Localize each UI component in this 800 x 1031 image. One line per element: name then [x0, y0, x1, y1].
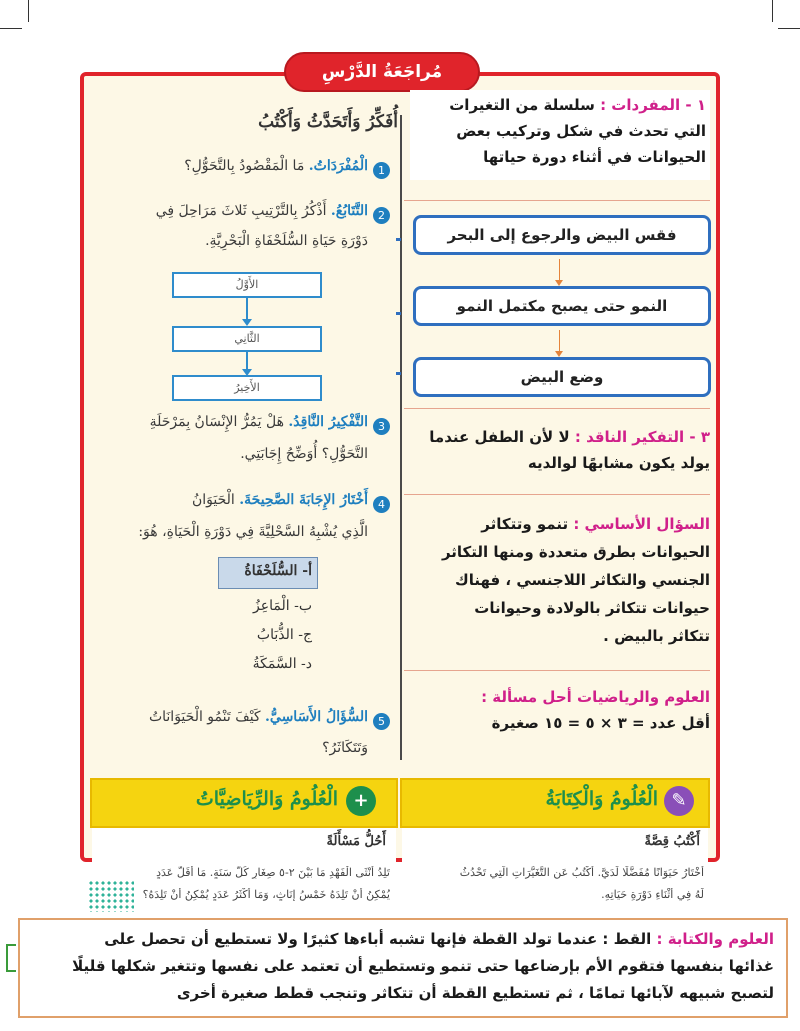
calculator-icon: + [346, 786, 376, 816]
answer-3-label: ٣ - التفكير الناقد : [574, 428, 710, 446]
answer-1-line1: سلسلة من التغيرات [449, 96, 601, 114]
answer-5-label: السؤال الأساسي : [573, 515, 710, 533]
column-divider [400, 115, 402, 760]
question-4-line2: الَّذِي يُشْبِهُ السَّحْلِيَّةَ فِي دَوْرَةِ الْحَيَاةِ، هُوَ: [138, 524, 368, 540]
separator-4 [404, 670, 710, 671]
flow-box-first: الأَوَّلُ [172, 272, 322, 298]
note-line1: القط : عندما تولد القطة فإنها تشبه أباءها كثيرًا ولا تستطيع أن تحصل على [104, 930, 657, 948]
decorative-dots [88, 880, 134, 912]
answer-math-label: العلوم والرياضيات أحل مسألة : [481, 688, 710, 706]
writing-activity-text-2: لَهُ فِي أَثْنَاءِ دَوْرَةِ حَيَاتِهِ. [601, 888, 704, 901]
decorative-green-frame [6, 944, 16, 972]
answer-5-line1: تنمو وتتكاثر [481, 515, 574, 533]
question-2-text: أَذْكُرُ بِالتَّرْتِيبِ ثَلاثَ مَرَاحِلَ فِي [155, 203, 331, 219]
option-d: د- السَّمَكَةُ [252, 656, 312, 672]
question-4-label: أَخْتَارُ الإِجَابَةَ الصَّحِيحَةَ. [239, 492, 368, 508]
option-b: ب- الْمَاعِزُ [253, 598, 312, 614]
option-c: ج- الذُّبَابُ [256, 627, 312, 643]
pencil-icon: ✎ [664, 786, 694, 816]
lesson-review-title: مُراجَعَةُ الدَّرْسِ [284, 52, 480, 92]
answer-5 [410, 510, 710, 650]
answer-2-box-2: النمو حتى يصبح مكتمل النمو [413, 286, 711, 326]
question-2-line2: دَوْرَةِ حَيَاةِ السُّلَحْفَاةِ الْبَحْرِيَّةِ. [205, 233, 368, 249]
question-number-3: 3 [373, 418, 390, 435]
answer-1-label: ١ - المفردات : [600, 96, 706, 114]
question-1 [184, 158, 368, 174]
math-activity-title: الْعُلُومُ وَالرِّيَاضِيَّاتُ [195, 788, 338, 810]
question-number-5: 5 [373, 713, 390, 730]
note-label: العلوم والكتابة : [656, 930, 774, 948]
question-3-line2: التَّحَوُّلِ؟ أُوَضِّحُ إِجَابَتِي. [240, 446, 368, 462]
tick-mark-2 [396, 312, 401, 315]
tick-mark-3 [396, 372, 401, 375]
question-4 [192, 492, 368, 508]
question-number-2: 2 [373, 207, 390, 224]
writing-activity-task: أَكْتُبُ قِصَّةً [644, 834, 700, 849]
math-activity-task: أَحُلُّ مَسْأَلَةً [326, 834, 386, 849]
answer-math-line2: أقل عدد = ٣ × ٥ = ١٥ صغيرة [491, 714, 710, 732]
answer-2-arrow-1 [559, 259, 560, 281]
writing-activity-text-1: أَخْتَارُ حَيَوَانًا مُفَضَّلًا لَدَيَّ. أَكْتُبُ عَنِ التَّغَيُّرَاتِ الَّتِي تَحْدُثُ [459, 866, 704, 879]
answer-3 [410, 424, 710, 476]
answer-math [410, 684, 710, 736]
answer-5-line2: الحيوانات بطرق متعددة ومنها التكاثر [441, 543, 710, 561]
question-3 [150, 414, 368, 430]
separator-2 [404, 408, 710, 409]
answer-1-line3: الحيوانات في أثناء دورة حياتها [483, 148, 706, 166]
question-number-1: 1 [373, 162, 390, 179]
question-4-text: الْحَيَوَانُ [192, 492, 240, 508]
question-5-line2: وَتَتَكَاثَرُ؟ [322, 740, 368, 756]
question-1-text: مَا الْمَقْصُودُ بِالتَّحَوُّلِ؟ [184, 158, 309, 174]
flow-box-second: الثَّانِي [172, 326, 322, 352]
question-5 [149, 709, 368, 725]
question-5-label: السُّؤَالُ الأَسَاسِيُّ. [265, 709, 368, 725]
question-1-label: الْمُفْرَدَاتُ. [308, 158, 368, 174]
math-activity-text-1: تَلِدُ أُنْثَى الْفَهْدِ مَا بَيْنَ ٢-٥ صِغَارٍ كُلَّ سَنَةٍ. مَا أَقَلُّ عَدَدٍ [156, 866, 390, 879]
question-3-label: التَّفْكِيرُ النَّاقِدُ. [288, 414, 368, 430]
answer-5-line4: حيوانات تتكاثر بالولادة وحيوانات [474, 599, 710, 617]
separator-3 [404, 494, 710, 495]
answer-2-box-3: وضع البيض [413, 357, 711, 397]
option-a: أ- السُّلَحْفَاةُ [244, 563, 312, 579]
tick-mark-1 [396, 238, 401, 241]
answer-5-line5: تتكاثر بالبيض . [603, 627, 710, 645]
answer-2-arrow-2 [559, 330, 560, 352]
note-line2: غذائها بنفسها فتقوم الأم بإرضاعها حتى تنمو وتستطيع أن تعتمد على نفسها وتتغير شكلها قليلًا [72, 957, 774, 975]
flow-box-last: الأَخِيرُ [172, 375, 322, 401]
question-number-4: 4 [373, 496, 390, 513]
writing-answer-note [18, 918, 788, 1018]
writing-activity-title: الْعُلُومُ وَالْكِتَابَةُ [545, 788, 658, 810]
separator-1 [404, 200, 710, 201]
question-5-text: كَيْفَ تَنْمُو الْحَيَوَانَاتُ [148, 709, 266, 725]
crop-mark-top-left-h [0, 28, 22, 29]
flow-arrow-2 [246, 352, 248, 370]
answer-2-box-1: فقس البيض والرجوع إلى البحر [413, 215, 711, 255]
answer-3-line2: يولد يكون مشابهًا لوالديه [527, 454, 710, 472]
math-activity-text-2: يُمْكِنُ أَنْ تَلِدَهُ خَمْسُ إِنَاثٍ، وَمَا أَكْثَرُ عَدَدٍ يُمْكِنُ أَنْ تَلِدَهُ؟ [142, 888, 390, 901]
answer-5-line3: الجنسي والتكاثر اللاجنسي ، فهناك [454, 571, 710, 589]
flow-arrow-1 [246, 298, 248, 320]
crop-mark-top-right-h [778, 28, 800, 29]
questions-heading: أُفَكِّرُ وَأَتَحَدَّثُ وَأَكْتُبُ [258, 112, 398, 132]
crop-mark-top-left [28, 0, 29, 22]
note-line3: لتصبح شبيهه لآبائها تمامًا ، ثم تستطيع القطة أن تتكاثر وتنجب قطط صغيرة أخرى [176, 984, 774, 1002]
crop-mark-top-right [772, 0, 773, 22]
question-3-text: هَلْ يَمُرُّ الإِنْسَانُ بِمَرْحَلَةِ [149, 414, 289, 430]
answer-3-line1: لا لأن الطفل عندما [429, 428, 575, 446]
answer-1-line2: التي تحدث في شكل وتركيب بعض [456, 122, 706, 140]
question-2-label: التَّتَابُعُ. [330, 203, 368, 219]
answer-1 [410, 90, 710, 180]
question-2 [156, 203, 368, 219]
